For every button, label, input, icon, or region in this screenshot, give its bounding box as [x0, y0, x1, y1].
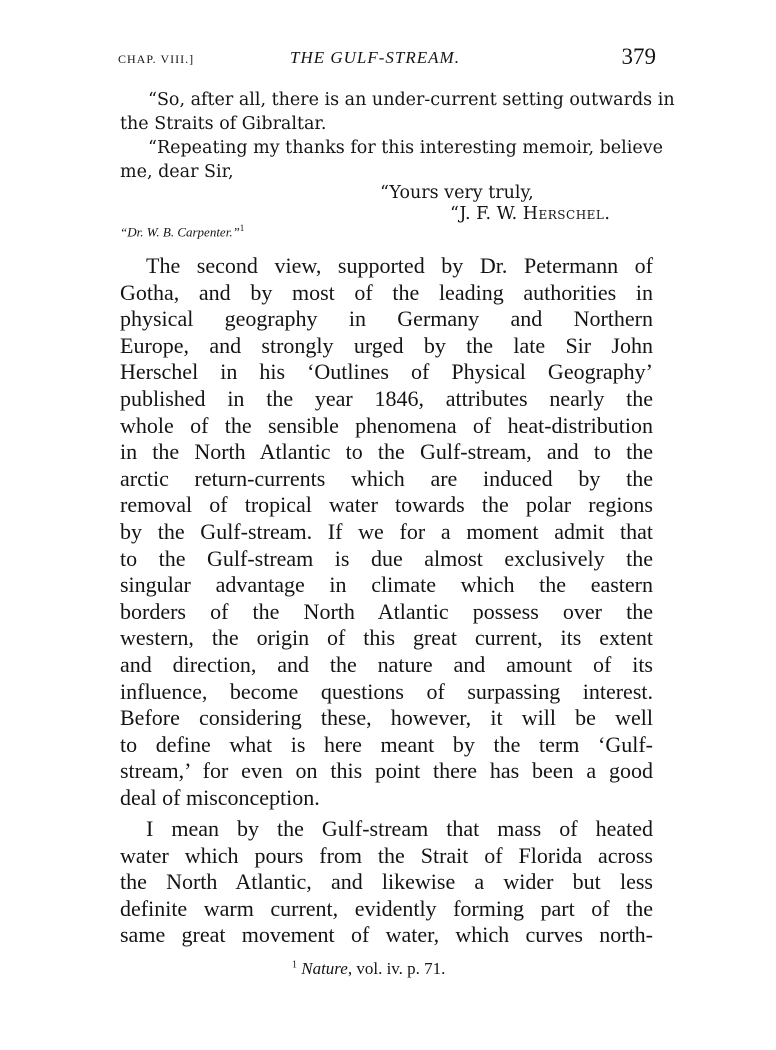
chapter-label: CHAP. VIII.] — [118, 52, 195, 66]
body-text-line: Before considering these, however, it will be well — [120, 705, 653, 731]
letter-addressee — [120, 223, 244, 240]
body-text-line: arctic return-currents which are induced by the — [120, 465, 653, 491]
page-number: 379 — [621, 44, 656, 69]
body-text-line: same great movement of water, which curves north- — [120, 922, 653, 948]
body-text-line: to the Gulf-stream is due almost exclusively the — [120, 545, 653, 571]
running-head — [114, 44, 656, 74]
body-text-line: published in the year 1846, attributes nearly the — [120, 386, 653, 411]
body-text-line: removal of tropical water towards the polar regions — [120, 492, 653, 518]
body-text-line: influence, become questions of surpassing interest. — [120, 678, 653, 704]
body-text-line: The second view, supported by Dr. Petermann of — [146, 253, 653, 278]
addressee-footnote-marker: 1 — [239, 223, 245, 233]
footnote-marker: 1 — [292, 959, 297, 971]
letter-line-2: the Straits of Gibraltar. — [120, 114, 327, 134]
body-text-line: definite warm current, evidently forming part of the — [120, 895, 653, 921]
body-text-line: physical geography in Germany and Northern — [120, 306, 653, 332]
signature-name: Herschel. — [522, 204, 611, 224]
body-text-line: and direction, and the nature and amount of its — [120, 652, 653, 677]
footnote-details: , vol. iv. p. 71. — [347, 959, 446, 978]
footnote — [292, 959, 445, 979]
addressee-text: “Dr. W. B. Carpenter.” — [120, 224, 240, 240]
body-text-line: borders of the North Atlantic possess over the — [120, 598, 653, 624]
body-text-line: whole of the sensible phenomena of heat-distribution — [120, 412, 653, 438]
body-text-line: by the Gulf-stream. If we for a moment admit that — [120, 519, 653, 544]
running-title: THE GULF-STREAM. — [290, 48, 460, 67]
body-text-line: deal of misconception. — [120, 785, 320, 810]
body-text-line: Herschel in his ‘Outlines of Physical Geography’ — [120, 359, 653, 385]
signature-prefix: “J. F. W. — [450, 204, 523, 224]
letter-closing: “Yours very truly, — [380, 183, 534, 203]
body-text-line: to define what is here meant by the term ‘Gulf- — [120, 731, 653, 757]
body-text-line: in the North Atlantic to the Gulf-stream, and to the — [120, 439, 653, 465]
body-text-line: I mean by the Gulf-stream that mass of heated — [146, 816, 653, 841]
letter-line-4: me, dear Sir, — [120, 162, 234, 182]
body-text-line: stream,’ for even on this point there has been a good — [120, 758, 653, 784]
letter-line-1: “So, after all, there is an under-current setting outwards in — [148, 90, 675, 110]
body-text-line: the North Atlantic, and likewise a wider but less — [120, 869, 653, 895]
body-text-line: Gotha, and by most of the leading authorities in — [120, 279, 653, 305]
footnote-source: Nature — [301, 959, 348, 978]
letter-line-3: “Repeating my thanks for this interesting memoir, believe — [148, 138, 663, 158]
body-text-line: western, the origin of this great current, its extent — [120, 625, 653, 651]
body-text-line: singular advantage in climate which the eastern — [120, 572, 653, 598]
letter-signature — [450, 204, 610, 224]
body-text-line: water which pours from the Strait of Florida across — [120, 842, 653, 868]
body-text-line: Europe, and strongly urged by the late Sir John — [120, 332, 653, 358]
